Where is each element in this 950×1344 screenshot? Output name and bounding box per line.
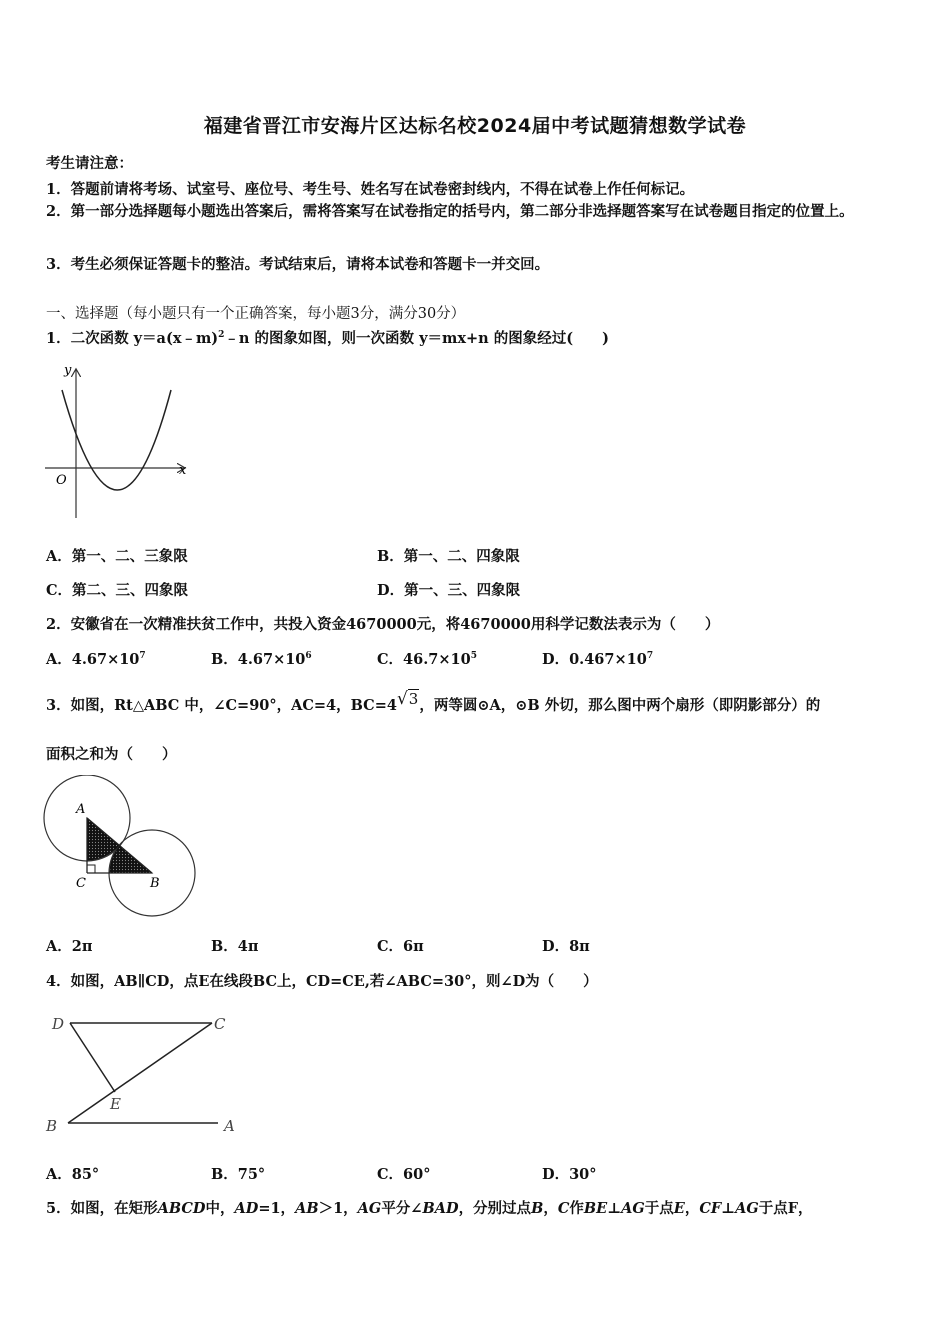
label-c: C: [76, 876, 86, 891]
q4-option-d[interactable]: D．30°: [542, 1166, 597, 1183]
q5-text: ＞1，: [318, 1200, 358, 1217]
q3-option-b[interactable]: B．4π: [211, 938, 259, 955]
q3-stem-part: ，两等圆⊙A，⊙B 外切，那么图中两个扇形（即阴影部分）的: [419, 697, 821, 714]
q5-var: AG: [735, 1200, 759, 1217]
q2-option-a-exp: 7: [139, 651, 146, 661]
q2-option-b[interactable]: [211, 648, 312, 669]
q2-option-c-exp: 5: [470, 651, 477, 661]
q5-var: BE: [583, 1200, 608, 1217]
q5-var: BAD: [422, 1200, 459, 1217]
q5-text: =1，: [258, 1200, 296, 1217]
q3-circles-figure: [40, 775, 200, 920]
label-b: B: [150, 876, 160, 891]
label-a: A: [224, 1117, 235, 1135]
q3-option-a[interactable]: A．2π: [46, 938, 93, 955]
q5-var: ABCD: [157, 1200, 206, 1217]
notice-heading: 考生请注意：: [46, 155, 133, 172]
q5-text: 于点: [644, 1200, 674, 1217]
label-b: B: [46, 1117, 58, 1135]
q4-option-b[interactable]: B．75°: [211, 1166, 266, 1183]
segment-de: [70, 1023, 115, 1092]
page-title: 福建省晋江市安海片区达标名校2024届中考试题猜想数学试卷: [203, 115, 747, 137]
label-e: E: [110, 1095, 121, 1113]
q1-parabola-figure: [40, 360, 195, 525]
q1-option-b[interactable]: B．第一、二、四象限: [377, 548, 520, 565]
q5-text: ，: [684, 1200, 700, 1217]
q2-option-d-exp: 7: [646, 651, 654, 661]
q1-stem-part: 1．二次函数 y＝a(x﹣m): [46, 330, 219, 347]
notice-item-1: 1．答题前请将考场、试室号、座位号、考生号、姓名写在试卷密封线内，不得在试卷上作任何标记。: [46, 181, 695, 198]
q2-option-d-base: D．0.467×10: [542, 651, 647, 668]
q5-var: CF: [699, 1200, 722, 1217]
question-4-stem: 4．如图，AB∥CD，点E在线段BC上，CD=CE,若∠ABC=30°，则∠D为（ ）: [46, 973, 598, 990]
q5-text: ⊥: [721, 1200, 736, 1217]
q5-text: 平分∠: [381, 1200, 423, 1217]
label-c: C: [214, 1015, 226, 1033]
q5-var: AD: [234, 1200, 259, 1217]
q5-text: 中，: [205, 1200, 235, 1217]
q2-option-d[interactable]: [542, 648, 653, 669]
sqrt-radicand: 3: [408, 690, 419, 708]
q2-option-b-exp: 6: [305, 651, 312, 661]
q5-text: 5．如图，在矩形: [46, 1200, 158, 1217]
sqrt-symbol: √3: [396, 689, 419, 709]
q5-text: ，: [543, 1200, 558, 1217]
parabola-curve: [62, 390, 171, 490]
q2-option-a-base: A．4.67×10: [46, 651, 140, 668]
notice-item-3: 3．考生必须保证答题卡的整洁。考试结束后，请将本试卷和答题卡一并交回。: [46, 256, 550, 273]
q1-option-a[interactable]: A．第一、二、三象限: [46, 548, 188, 565]
label-d: D: [52, 1015, 65, 1033]
q5-var: AB: [295, 1200, 319, 1217]
question-5-stem: [46, 1197, 813, 1218]
y-axis-label: y: [64, 363, 72, 378]
q5-var: AG: [357, 1200, 382, 1217]
q2-option-a[interactable]: [46, 648, 146, 669]
q2-option-c-base: C．46.7×10: [377, 651, 471, 668]
q5-var: AG: [621, 1200, 645, 1217]
q2-option-c[interactable]: [377, 648, 477, 669]
q3-option-c[interactable]: C．6π: [377, 938, 424, 955]
question-3-stem-line1: [46, 689, 821, 715]
q4-option-c[interactable]: C．60°: [377, 1166, 431, 1183]
q5-text: ⊥: [607, 1200, 622, 1217]
q4-parallel-figure: [40, 1005, 250, 1145]
question-3-stem-line2: 面积之和为（ ）: [46, 746, 177, 763]
q5-text: 作: [569, 1200, 584, 1217]
section-heading: 一、选择题（每小题只有一个正确答案，每小题3分，满分30分）: [46, 306, 466, 322]
q1-stem-part: ﹣n 的图象如图，则一次函数 y＝mx+n 的图象经过( ): [224, 330, 609, 347]
q5-var: B: [531, 1200, 544, 1217]
label-a: A: [76, 802, 86, 817]
q5-var: C: [557, 1200, 570, 1217]
question-2-stem: 2．安徽省在一次精准扶贫工作中，共投入资金4670000元，将4670000用科学记数法表示为（ ）: [46, 616, 720, 633]
q3-stem-part: 3．如图，Rt△ABC 中，∠C=90°，AC=4，BC=4: [46, 697, 397, 714]
q1-option-d[interactable]: D．第一、三、四象限: [377, 582, 521, 599]
q4-option-a[interactable]: A．85°: [46, 1166, 100, 1183]
q3-option-d[interactable]: D．8π: [542, 938, 590, 955]
segment-bc: [68, 1023, 212, 1123]
q1-option-c[interactable]: C．第二、三、四象限: [46, 582, 189, 599]
q5-text: ，分别过点: [458, 1200, 532, 1217]
origin-label: O: [56, 473, 67, 488]
q2-option-b-base: B．4.67×10: [211, 651, 306, 668]
x-axis-label: x: [179, 463, 187, 478]
q1-exponent: 2: [218, 330, 225, 340]
notice-item-2: 2．第一部分选择题每小题选出答案后，需将答案写在试卷指定的括号内，第二部分非选择题答案写在试卷题目指定的位置上。: [46, 203, 854, 220]
q5-var: E: [673, 1200, 685, 1217]
question-1-stem: [46, 327, 609, 348]
q5-text: 于点F，: [758, 1200, 813, 1217]
